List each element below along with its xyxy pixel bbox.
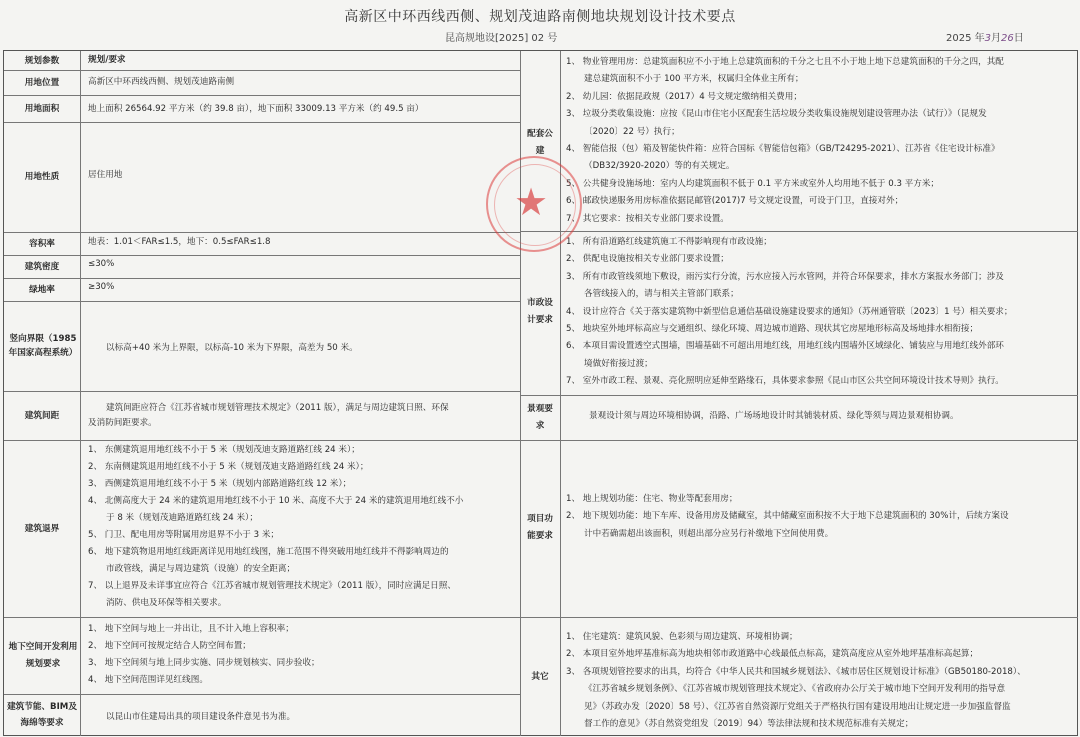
date-month-unit: 月 <box>991 33 1002 44</box>
function-item: 计中若确需超出该面积，则超出部分应另行补缴地下空间使用费。 <box>584 528 834 539</box>
setback-item: 1、 东侧建筑退用地红线不小于 5 米（规划茂迪支路道路红线 24 米）； <box>88 445 360 455</box>
function-label: 项目功能要求 <box>527 514 553 541</box>
support-item: 6、 邮政快递服务用房标准依据昆邮管(2017)7 号文规定设置，可设于门卫，直接对外； <box>566 196 904 207</box>
setback-item: 5、 门卫、配电用房等附属用房退界不小于 3 米； <box>88 530 280 540</box>
spacing-value <box>88 401 518 437</box>
other-item: 3、 各项规划管控要求的出具，均符合《中华人民共和国城乡规划法》、《城市居住区规划设计标准》（GB50180-2018）、 <box>566 666 1026 677</box>
setback-label: 建筑退界 <box>24 523 60 534</box>
params-header: 规划/要求 <box>88 55 126 65</box>
municipal-item: 各管线接入的，请与相关主管部门联系； <box>584 289 739 300</box>
support-item: 4、 智能信报（包）箱及智能快件箱：应符合国标《智能信包箱》（GB/T24295-2021）、江苏省《住宅设计标准》 <box>566 144 1000 155</box>
document-date <box>946 29 1024 44</box>
area-label: 用地面积 <box>24 103 60 114</box>
municipal-item: 1、 所有沿道路红线建筑施工不得影响现有市政设施； <box>566 237 772 247</box>
other-item: 督工作的意见》（苏自然资党组发〔2019〕94）等法律法规和技术规范标准有关规定； <box>584 719 914 730</box>
support-item: 建总建筑面积不小于 100 平方米，权属归全体业主所有； <box>584 74 804 85</box>
density-label: 建筑密度 <box>24 261 60 272</box>
setback-item: 于 8 米（规划茂迪路道路红线 24 米）； <box>106 513 258 523</box>
setback-item: 3、 西侧建筑退用地红线不小于 5 米（规划内部路道路红线 12 米）； <box>88 479 352 489</box>
area-value: 地上面积 26564.92 平方米（约 39.8 亩），地下面积 33009.13 平方米（约 49.5 亩） <box>88 104 424 114</box>
underground-item: 1、 地下空间与地上一并出让，且不计入地上容积率； <box>88 624 294 634</box>
spacing-label: 建筑间距 <box>24 410 60 421</box>
municipal-item: 5、 地块室外地坪标高应与交通组织、绿化环境、周边城市道路、现状其它房屋地形标高及场地排水相衔接； <box>566 324 979 335</box>
date-year: 2025 年 <box>946 33 985 44</box>
function-list <box>566 491 1074 551</box>
other-label: 其它 <box>531 671 549 682</box>
date-day-unit: 日 <box>1013 33 1024 44</box>
date-month: 3 <box>984 33 992 44</box>
support-item: 7、 其它要求：按相关专业部门要求设置。 <box>566 213 729 224</box>
far-label: 容积率 <box>29 238 55 249</box>
function-item: 1、 地上规划功能：住宅、物业等配套用房； <box>566 494 738 504</box>
location-value: 高新区中环西线西侧、规划茂迪路南侧 <box>88 77 235 87</box>
spacing-line: 建筑间距应符合《江苏省城市规划管理技术规定》（2011 版），满足与周边建筑日照、环保 <box>106 403 449 413</box>
green-value: ≥30% <box>88 282 115 292</box>
support-facilities-list <box>566 54 1074 230</box>
other-item: 《江苏省城乡规划条例》、《江苏省城市规划管理技术规定》、《省政府办公厅关于城市地下空间开发利用的指导意 <box>584 684 1006 695</box>
support-item: 1、 物业管理用房：总建筑面积应不小于地上总建筑面积的千分之七且不小于地上地下总建筑面积的千分之四，其配 <box>566 57 1004 67</box>
municipal-item: 4、 设计应符合《关于落实建筑物中新型信息通信基础设施建设要求的通知》（苏州通管联〔2023〕1 号）相关要求； <box>566 306 1013 317</box>
municipal-item: 6、 本项目需设置透空式围墙，围墙基础不可超出用地红线，用地红线内围墙外区域绿化、铺装应与用地红线外部环 <box>566 341 1004 352</box>
document-title: 高新区中环西线西侧、规划茂迪路南侧地块规划设计技术要点 <box>344 9 736 25</box>
seal-star-icon: ★ <box>514 180 549 224</box>
underground-item: 2、 地下空间可按规定结合人防空间布置； <box>88 641 251 651</box>
setback-item: 4、 北侧高度大于 24 米的建筑退用地红线不小于 10 米、高度不大于 24 米的建筑退用地红线不小 <box>88 496 464 506</box>
municipal-item: 3、 所有市政管线须地下敷设，雨污实行分流，污水应接入污水管网，并符合环保要求，排水方案报水务部门；涉及 <box>566 271 1004 282</box>
other-item: 见》（苏政办发〔2020〕58 号）、《江苏省自然资源厅党组关于严格执行国有建设用地出让规定进一步加强监督监 <box>584 701 1011 712</box>
support-item: 2、 幼儿园：依据昆政规（2017）4 号文规定缴纳相关费用； <box>566 91 802 102</box>
setback-item: 2、 东南侧建筑退用地红线不小于 5 米（规划茂迪支路道路红线 24 米）； <box>88 462 369 472</box>
municipal-list <box>566 234 1074 394</box>
setback-item: 6、 地下建筑物退用地红线距离详见用地红线图，施工范围不得突破用地红线并不得影响周边的 <box>88 547 449 557</box>
underground-label: 地下空间开发利用规划要求 <box>8 641 78 669</box>
spacing-line: 及消防间距要求。 <box>88 418 157 428</box>
density-value: ≤30% <box>88 259 115 269</box>
document-header <box>0 0 1080 48</box>
support-item: 3、 垃圾分类收集设施：应按《昆山市住宅小区配套生活垃圾分类收集设施规划建设管理办法（试行）》（昆规发 <box>566 109 987 120</box>
municipal-item: 7、 室外市政工程、景观、亮化照明应延伸至路缘石，具体要求参照《昆山市区公共空间环境设计技术导则》执行。 <box>566 376 1004 387</box>
params-label: 规划参数 <box>24 55 60 66</box>
bim-label: 建筑节能、BIM及海绵等要求 <box>7 702 77 728</box>
support-facilities-label: 配套公建 <box>527 129 553 156</box>
document-number: 昆高规地设[2025] 02 号 <box>445 33 558 44</box>
underground-list <box>88 621 518 693</box>
other-item: 2、 本项目室外地坪基准标高为地块相邻市政道路中心线最低点标高，建筑高度应从室外地坪基准标高起算； <box>566 649 979 660</box>
vertical-limit-label: 竖向界限（1985年国家高程系统） <box>8 334 78 358</box>
support-item: 5、 公共健身设施场地：室内人均建筑面积不低于 0.1 平方米或室外人均用地不低于 0.3 平方米； <box>566 178 940 189</box>
setback-item: 市政管线，满足与周边建筑（设施）的安全距离； <box>106 564 296 574</box>
other-list <box>566 629 1074 735</box>
date-day: 26 <box>1001 33 1014 44</box>
setback-item: 消防、供电及环保等相关要求。 <box>106 598 227 608</box>
location-label: 用地位置 <box>24 77 60 88</box>
setback-item: 7、 以上退界及未详事宜应符合《江苏省城市规划管理技术规定》（2011 版），同时应满足日照、 <box>88 581 456 591</box>
far-value: 地表：1.01＜FAR≤1.5，地下：0.5≤FAR≤1.8 <box>88 237 271 247</box>
landscape-value: 景观设计须与周边环境相协调，沿路、广场场地设计时其铺装材质、绿化等须与周边景观相协调。 <box>589 411 959 421</box>
green-label: 绿地率 <box>29 284 55 295</box>
landscape-label: 景观要求 <box>527 404 553 431</box>
function-item: 2、 地下规划功能：地下车库、设备用房及储藏室，其中储藏室面积按不大于地下总建筑面积的 30%计，后续方案设 <box>566 511 1009 522</box>
nature-label: 用地性质 <box>24 172 60 182</box>
vertical-limit-value: 以标高+40 米为上界限，以标高-10 米为下界限，高差为 50 米。 <box>106 343 358 353</box>
other-item: 1、 住宅建筑：建筑风貌、色彩须与周边建筑、环境相协调； <box>566 632 798 642</box>
requirements-table <box>3 50 1078 736</box>
nature-value: 居住用地 <box>88 170 123 180</box>
setback-list <box>88 442 518 614</box>
underground-item: 3、 地下空间须与地上同步实施、同步规划核实、同步验收； <box>88 658 320 668</box>
municipal-item: 2、 供配电设施按相关专业部门要求设置； <box>566 254 729 265</box>
support-item: 〔2020〕22 号）执行； <box>584 126 680 137</box>
municipal-item: 境做好衔接过渡； <box>584 358 653 369</box>
municipal-label: 市政设计要求 <box>527 298 553 325</box>
bim-value: 以昆山市住建局出具的项目建设条件意见书为准。 <box>106 712 296 722</box>
underground-item: 4、 地下空间范围详见红线图。 <box>88 675 208 685</box>
support-item: （DB32/3920-2020）等的有关规定。 <box>584 161 735 172</box>
